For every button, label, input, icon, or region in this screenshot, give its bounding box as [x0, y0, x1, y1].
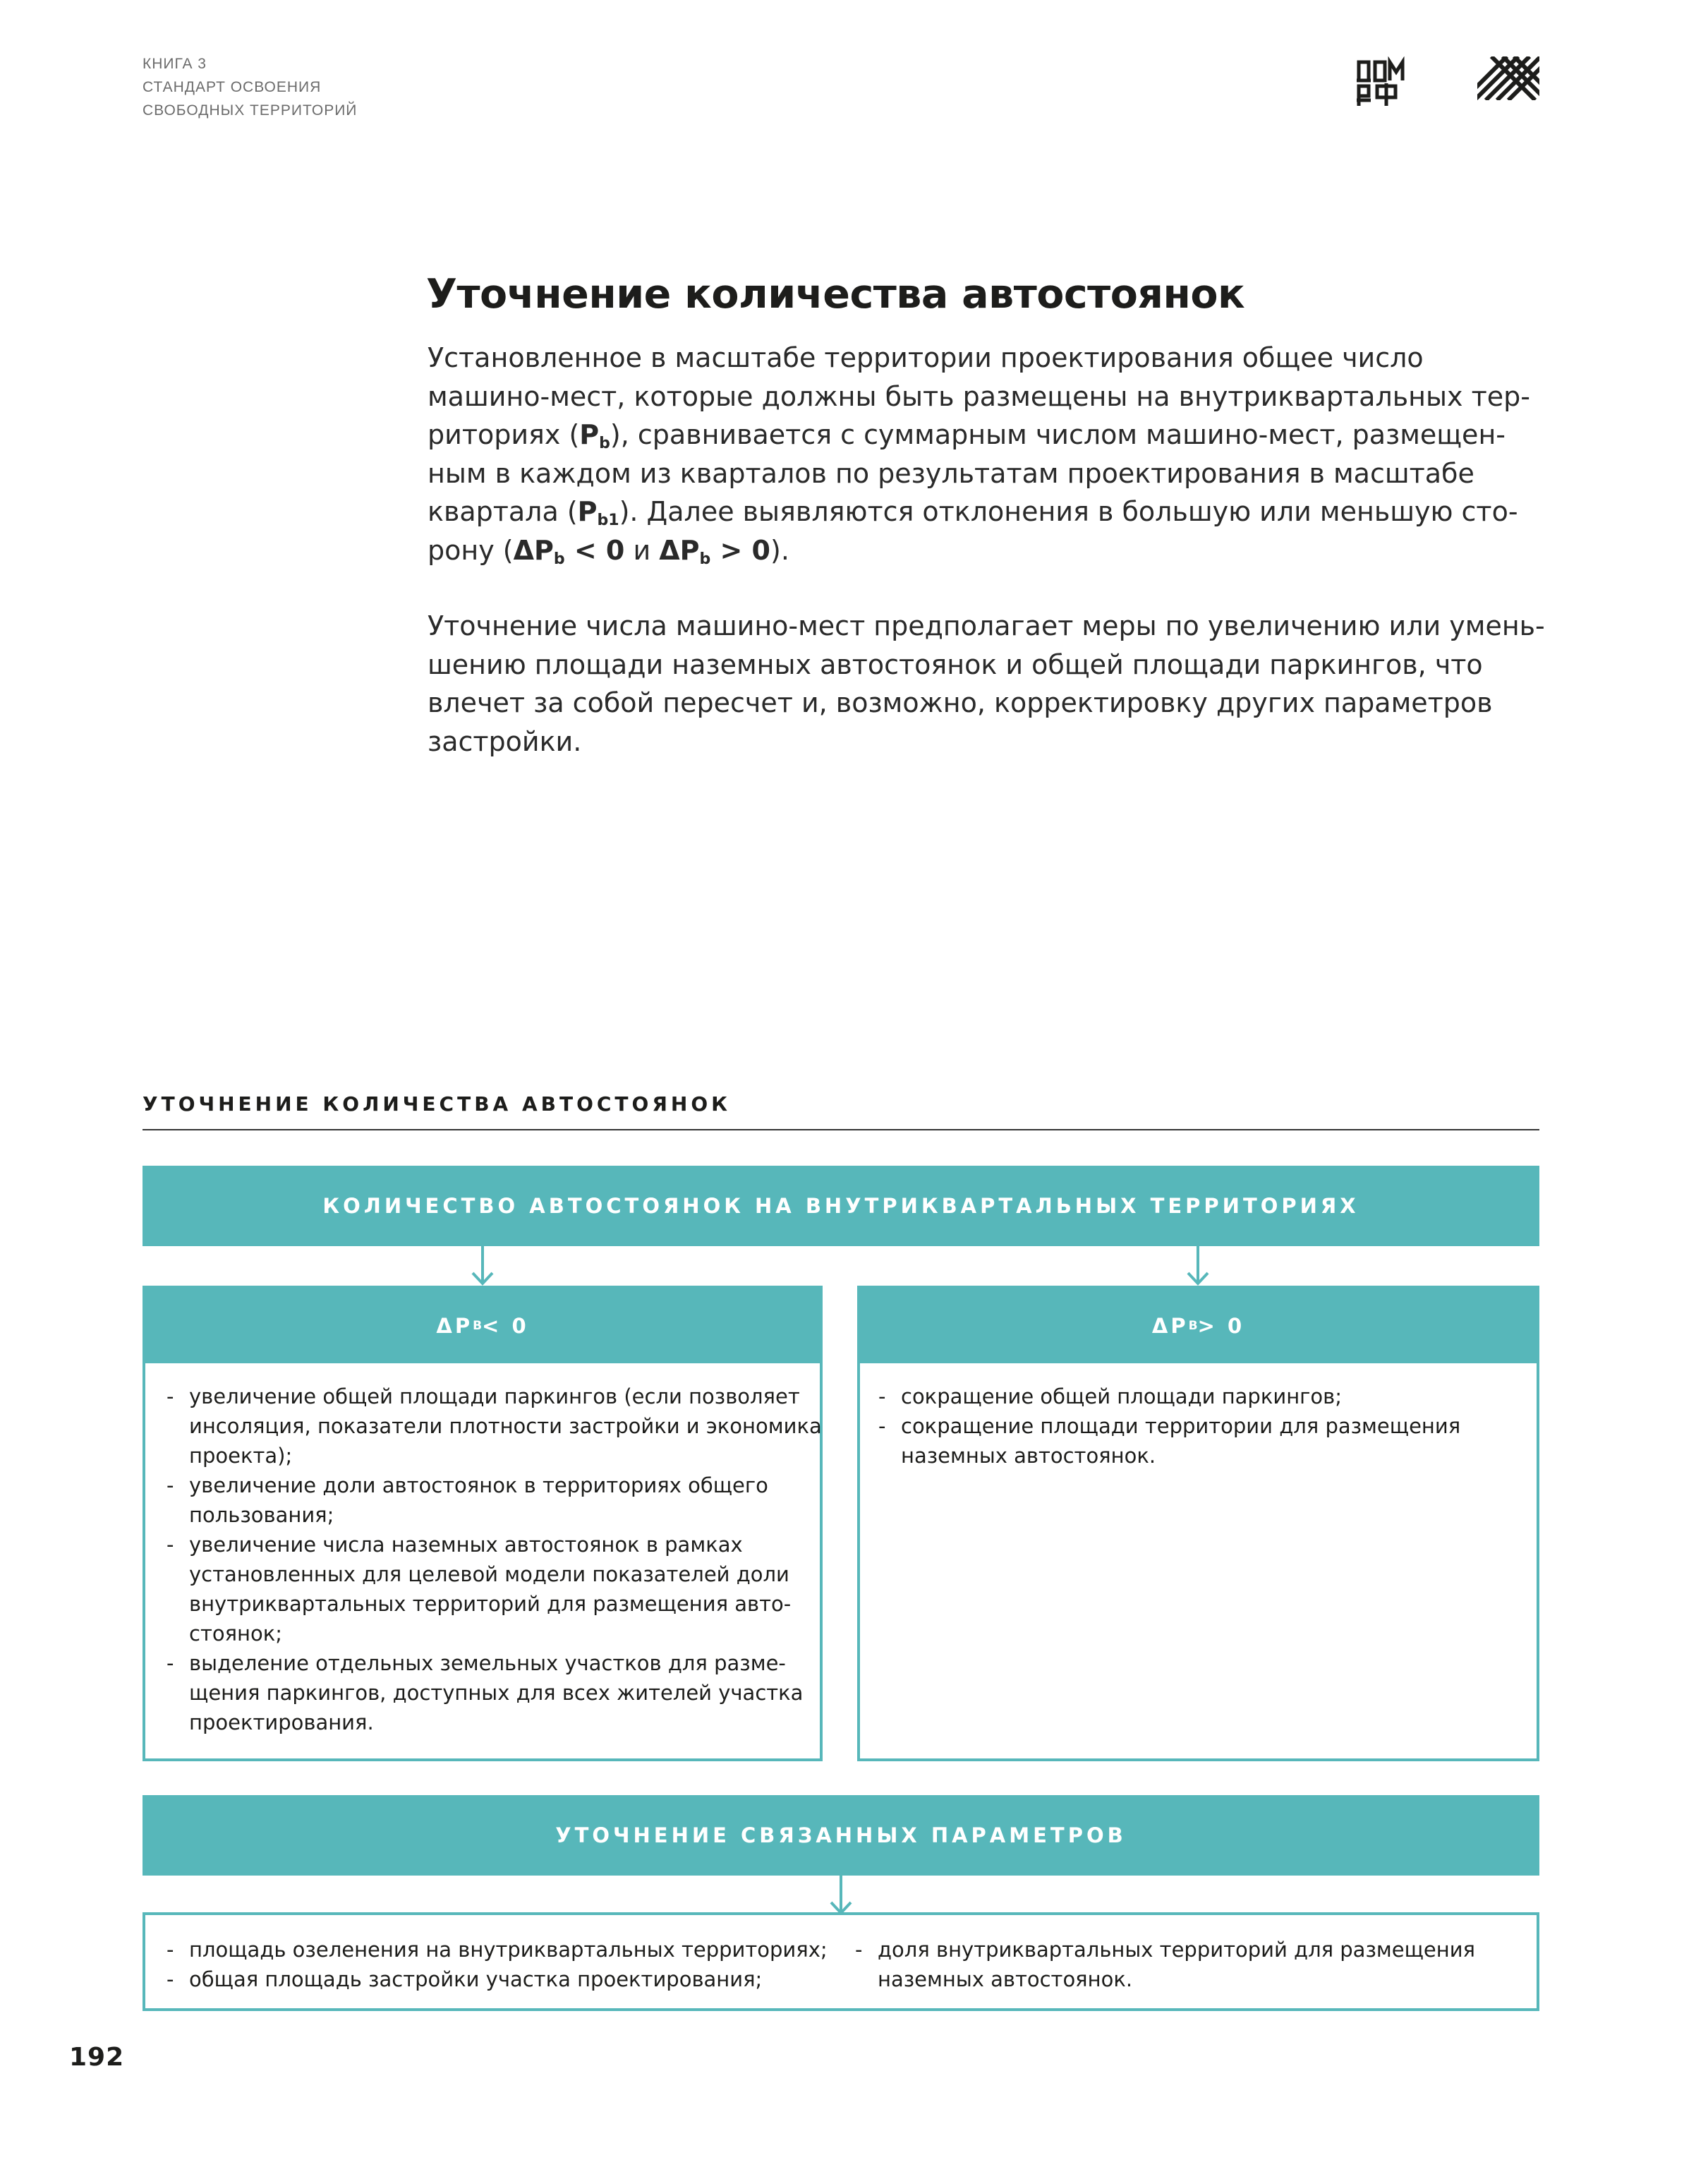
figure-divider: [143, 1129, 1539, 1130]
list-item: - увеличение общей площади паркингов (если позволяет инсоляция, показатели плотности застройки и экономика проекта);: [166, 1384, 822, 1468]
text-line: ным в каждом из кварталов по результатам проектирования в масштабе: [428, 457, 1474, 489]
text-line: Установленное в масштабе территории проектирования общее число: [428, 342, 1424, 373]
measures-list: [166, 1382, 822, 1737]
second-paragraph: [428, 607, 1545, 761]
text-line: квартала $(P_{b1})$. Далее выявляются отклонения в большую или меньшую сто-: [428, 496, 1518, 529]
page-number: 192: [69, 2043, 125, 2072]
text-line: Уточнение числа машино-мест предполагает меры по увеличению или умень-: [428, 610, 1545, 641]
text-line: рону ($\Delta P_b < 0$ и $\Delta P_b > 0$).: [428, 534, 789, 568]
list-item: - сокращение площади территории для размещения наземных автостоянок.: [878, 1414, 1461, 1468]
box-header: ΔP B < 0: [145, 1288, 820, 1363]
book-header: [143, 52, 357, 122]
text-line: застройки.: [428, 725, 582, 757]
params-list: [166, 1935, 828, 1994]
measures-list: [878, 1382, 1461, 1471]
top-band: КОЛИЧЕСТВО АВТОСТОЯНОК НА ВНУТРИКВАРТАЛЬНЫХ ТЕРРИТОРИЯХ: [143, 1166, 1539, 1246]
dom-rf-logo: [1356, 56, 1405, 107]
positive-delta-box: [857, 1286, 1539, 1761]
list-item: - выделение отдельных земельных участков для разме- щения паркингов, доступных для всех жителей участка проектирования.: [166, 1651, 804, 1734]
text-line: машино-мест, которые должны быть размещены на внутриквартальных тер-: [428, 380, 1530, 412]
related-params-box: [143, 1912, 1539, 2011]
list-item: - площадь озеленения на внутриквартальных территориях;: [166, 1938, 828, 1962]
book-header-line: КНИГА 3: [143, 56, 207, 72]
text-line: влечет за собой пересчет и, возможно, корректировку других параметров: [428, 687, 1493, 718]
figure-title: УТОЧНЕНИЕ КОЛИЧЕСТВА АВТОСТОЯНОК: [143, 1092, 732, 1116]
book-header-line: СТАНДАРТ ОСВОЕНИЯ: [143, 79, 322, 95]
text-line: шению площади наземных автостоянок и общей площади паркингов, что: [428, 648, 1483, 680]
arrow-down-icon: [1184, 1246, 1212, 1288]
text-line: риториях $(P_b)$, сравнивается с суммарным числом машино-мест, размещен-: [428, 419, 1506, 452]
negative-delta-box: [143, 1286, 823, 1761]
arrow-down-icon: [468, 1246, 497, 1288]
box-header: ΔP B > 0: [860, 1288, 1537, 1363]
list-item: - увеличение доли автостоянок в территориях общего пользования;: [166, 1473, 768, 1527]
section-title: Уточнение количества автостоянок: [426, 271, 1245, 318]
list-item: - общая площадь застройки участка проектирования;: [166, 1967, 763, 1991]
list-item: - доля внутриквартальных территорий для размещения наземных автостоянок.: [855, 1938, 1476, 1991]
intro-paragraph: [428, 339, 1542, 569]
book-header-line: СВОБОДНЫХ ТЕРРИТОРИЙ: [143, 102, 358, 119]
related-params-band: УТОЧНЕНИЕ СВЯЗАННЫХ ПАРАМЕТРОВ: [143, 1795, 1539, 1876]
list-item: - увеличение числа наземных автостоянок в рамках установленных для целевой модели показателей доли внутриквартальных территорий для размещения авто- стоянок;: [166, 1533, 792, 1646]
params-list: [855, 1935, 1476, 1994]
arrow-down-icon: [827, 1876, 855, 1918]
list-item: - сокращение общей площади паркингов;: [878, 1384, 1343, 1408]
pattern-logo-icon: [1477, 56, 1539, 100]
